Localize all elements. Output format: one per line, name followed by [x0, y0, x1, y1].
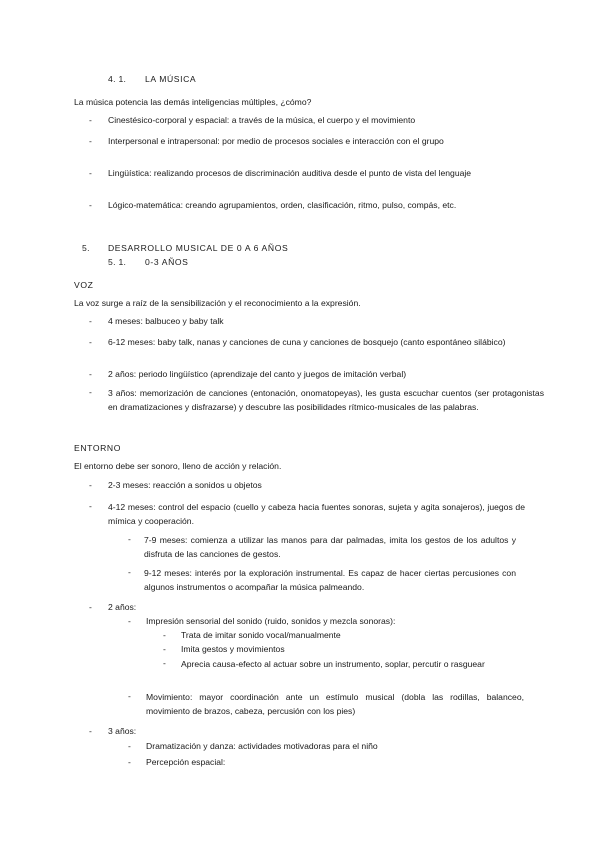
- list-item-text: Impresión sensorial del sonido (ruido, sonidos y mezcla sonoras):: [146, 616, 396, 626]
- bullet-dash: -: [128, 567, 131, 577]
- bullet-dash: -: [89, 168, 92, 178]
- list-item-text: Cinestésico-corporal y espacial: a través de la música, el cuerpo y el movimiento: [108, 115, 416, 125]
- voz-heading: VOZ: [74, 280, 94, 290]
- bullet-dash: -: [89, 726, 92, 736]
- list-item-text: 3 años:: [108, 726, 137, 736]
- list-item-text: 9-12 meses: interés por la exploración instrumental. Es capaz de hacer ciertas percusiones con algunos instrumentos o acompañar la música palmeando.: [144, 568, 516, 592]
- list-item-text: 4-12 meses: control del espacio (cuello y cabeza hacia fuentes sonoras, sujeta y agita sonajeros), juegos de mímica y cooperación.: [108, 502, 525, 526]
- bullet-dash: -: [128, 691, 131, 701]
- musica-intro: La música potencia las demás inteligencias múltiples, ¿cómo?: [74, 97, 312, 107]
- section-title-0-3: 0-3 AÑOS: [145, 257, 189, 267]
- bullet-dash: -: [89, 316, 92, 326]
- list-item-text: 6-12 meses: baby talk, nanas y canciones de cuna y canciones de bosquejo (canto espontáneo silábico): [108, 337, 506, 347]
- section-title-la-musica: LA MÚSICA: [145, 74, 197, 84]
- list-item-text: Movimiento: mayor coordinación ante un estímulo musical (dobla las rodillas, balanceo, movimiento de brazos, cabeza, percusión con los pies): [146, 692, 524, 716]
- list-item-text: Percepción espacial:: [146, 757, 226, 767]
- list-item-text: Dramatización y danza: actividades motivadoras para el niño: [146, 741, 378, 751]
- list-item-text: 3 años: memorización de canciones (entonación, onomatopeyas), les gusta escuchar cuentos (ser protagonistas en dramatizaciones y disfrazarse) y descubre las posibilidades rítmico-musicales de las palabras.: [108, 388, 544, 412]
- list-item-text: Aprecia causa-efecto al actuar sobre un instrumento, soplar, percutir o rasguear: [181, 659, 485, 669]
- list-item-text: 2 años: periodo lingüístico (aprendizaje del canto y juegos de imitación verbal): [108, 369, 407, 379]
- bullet-dash: -: [89, 337, 92, 347]
- bullet-dash: -: [163, 658, 166, 668]
- section-number-5-1: 5. 1.: [108, 257, 127, 267]
- entorno-heading: ENTORNO: [74, 443, 122, 453]
- bullet-dash: -: [128, 616, 131, 626]
- list-item-text: 7-9 meses: comienza a utilizar las manos para dar palmadas, imita los gestos de los adultos y disfruta de las canciones de gestos.: [144, 535, 516, 559]
- list-item-text: Imita gestos y movimientos: [181, 644, 285, 654]
- bullet-dash: -: [89, 136, 92, 146]
- bullet-dash: -: [89, 501, 92, 511]
- bullet-dash: -: [128, 757, 131, 767]
- list-item-text: Lógico-matemática: creando agrupamientos, orden, clasificación, ritmo, pulso, compás, etc.: [108, 200, 457, 210]
- bullet-dash: -: [163, 630, 166, 640]
- bullet-dash: -: [89, 387, 92, 397]
- section-number-4-1: 4. 1.: [108, 74, 127, 84]
- list-item-text: Trata de imitar sonido vocal/manualmente: [181, 630, 341, 640]
- bullet-dash: -: [128, 534, 131, 544]
- bullet-dash: -: [89, 369, 92, 379]
- voz-intro: La voz surge a raíz de la sensibilización y el reconocimiento a la expresión.: [74, 298, 361, 308]
- bullet-dash: -: [89, 480, 92, 490]
- section-number-5: 5.: [82, 243, 90, 253]
- list-item-text: 2 años:: [108, 602, 137, 612]
- section-title-desarrollo: DESARROLLO MUSICAL DE 0 A 6 AÑOS: [108, 243, 289, 253]
- list-item-text: Lingüística: realizando procesos de discriminación auditiva desde el punto de vista del lenguaje: [108, 168, 472, 178]
- bullet-dash: -: [89, 200, 92, 210]
- bullet-dash: -: [128, 741, 131, 751]
- list-item-text: 2-3 meses: reacción a sonidos u objetos: [108, 480, 262, 490]
- bullet-dash: -: [89, 602, 92, 612]
- bullet-dash: -: [89, 115, 92, 125]
- list-item-text: 4 meses: balbuceo y baby talk: [108, 316, 224, 326]
- bullet-dash: -: [163, 644, 166, 654]
- entorno-intro: El entorno debe ser sonoro, lleno de acción y relación.: [74, 461, 282, 471]
- list-item-text: Interpersonal e intrapersonal: por medio de procesos sociales e interacción con el grupo: [108, 136, 444, 146]
